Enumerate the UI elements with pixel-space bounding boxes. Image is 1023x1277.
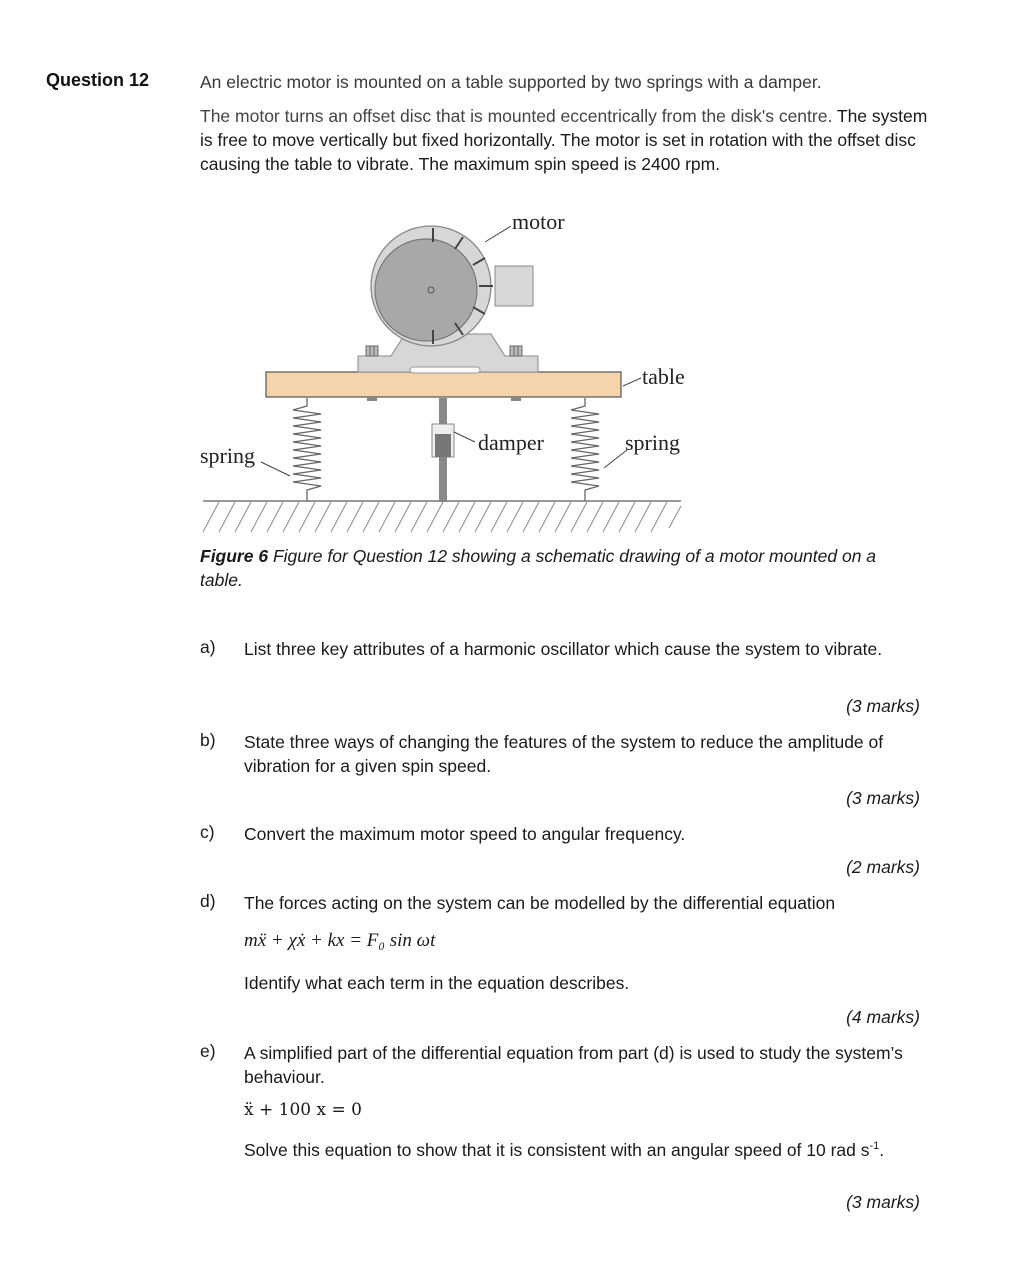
part-e-equation: ẍ + 100 x = 0 [244,1100,362,1120]
table-leader [623,378,641,386]
right-bolt [510,346,522,356]
damper-leader [454,432,475,442]
part-b-text: State three ways of changing the features of the system to reduce the amplitude of vibration for a given spin speed. [244,732,884,776]
part-e-text: A simplified part of the differential equation from part (d) is used to study the system’s behaviour. [244,1043,903,1087]
figure-caption-text: Figure for Question 12 showing a schematic drawing of a motor mounted on a table. [200,546,877,590]
left-spring-leader [261,462,290,476]
table-top [266,372,621,397]
table-label: table [642,364,685,389]
part-b-marks: (3 marks) [846,788,920,808]
part-letter: a) [200,637,216,657]
part-d-marks: (4 marks) [846,1007,920,1027]
motor-end-cap [495,266,533,306]
figure-caption-number: Figure 6 [200,546,269,566]
part-c-marks: (2 marks) [846,857,920,877]
part-e-text2-end: . [879,1139,885,1160]
part-letter: e) [200,1041,216,1061]
part-c-text: Convert the maximum motor speed to angular frequency. [244,824,686,844]
part-d-text: The forces acting on the system can be modelled by the differential equation [244,893,836,913]
part-d-equation: mẍ + χẋ + kx = F₀ sin ωt [244,930,436,951]
intro-paragraph-2 [200,104,930,176]
ground-hatch [203,502,681,532]
part-e-text2-main: Solve this equation to show that it is consistent with an angular speed of 10 rad s [244,1139,870,1160]
part-e-text2-sup: -1 [869,1140,880,1152]
left-bolt [366,346,378,356]
part-e-text2 [244,1134,934,1162]
right-spring-leader [604,450,627,468]
part-letter: b) [200,730,216,750]
left-spring [293,398,321,501]
damper-label: damper [478,430,544,455]
figure-caption [200,544,900,592]
damper-piston [435,434,451,457]
part-a-marks: (3 marks) [846,696,920,716]
right-spring [571,398,599,501]
offset-disc [375,239,477,341]
motor-leader [485,226,511,242]
spring-left-label: spring [200,443,255,468]
part-a-text: List three key attributes of a harmonic oscillator which cause the system to vibrate. [244,639,883,659]
intro-paragraph-2a: The motor turns an offset disc that is mounted eccentrically from the disk's centre. [200,106,833,126]
part-e-marks: (3 marks) [846,1192,920,1212]
motor-table-figure [195,206,695,536]
part-d-text2: Identify what each term in the equation describes. [244,973,630,993]
part-letter: d) [200,891,216,911]
question-number: Question 12 [46,70,150,90]
motor-label: motor [512,209,565,234]
figure-drawing [195,206,695,536]
intro-paragraph-1: An electric motor is mounted on a table supported by two springs with a damper. [200,72,822,92]
intro-paragraph-2b: The system is free to move vertically but fixed horizontally. The motor is set in rotation with the offset disc causing the table to vibrate. The maximum spin speed is 2400 rpm. [200,106,928,174]
spring-right-label: spring [625,430,680,455]
part-letter: c) [200,822,215,842]
